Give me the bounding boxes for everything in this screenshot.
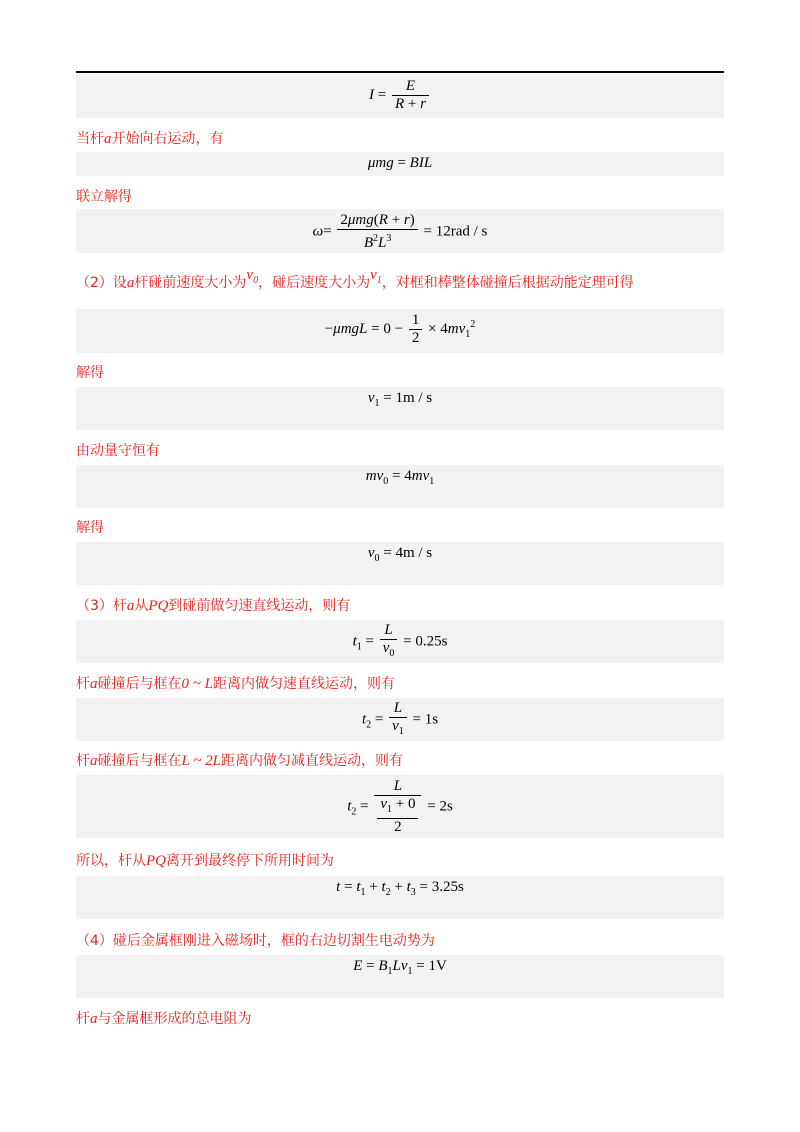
equation-5: $v_1 = 1m / s$ xyxy=(367,390,433,409)
equation-block xyxy=(76,542,724,585)
equation-7: $v_0 = 4m / s$ xyxy=(367,545,433,564)
text-line-2: 联立解得 xyxy=(76,189,132,205)
equation-10: $t_2$ = $\frac{L}{\frac{v_1 + 0}{2}}$ = 2s xyxy=(347,778,453,835)
equation-block xyxy=(76,620,724,663)
text-line-3: （2）设a杆碰前速度大小为$v_0$，碰后速度大小为$v_1$，对框和棒整体碰撞后根据动能定理可得 xyxy=(76,267,634,291)
equation-block xyxy=(76,152,724,176)
text-line-11: （4）碰后金属框刚进入磁场时，框的右边切割生电动势为 xyxy=(76,933,435,949)
text-line-1: 当杆a开始向右运动，有 xyxy=(76,131,224,147)
text-line-9: 杆a碰撞后与框在L ~ 2L距离内做匀减直线运动，则有 xyxy=(76,753,404,769)
equation-block xyxy=(76,876,724,919)
equation-block xyxy=(76,309,724,353)
equation-block xyxy=(76,698,724,741)
text-line-5: 由动量守恒有 xyxy=(76,443,160,459)
equation-12: $E = B_1Lv_1 = 1V$ xyxy=(353,958,447,977)
equation-block xyxy=(76,74,724,118)
equation-11: $t = t_1 + t_2 + t_3 = 3.25s$ xyxy=(336,879,464,898)
equation-3: ω= $\frac{\text{2μmg(R + r)}}{B^2L^3}$ = 12rad / s xyxy=(312,212,488,251)
equation-8: $t_1$ = $\frac{L}{v_0}$ = 0.25s xyxy=(352,622,448,659)
equation-1: I = $\frac{E}{R + r}$ xyxy=(76,78,724,113)
top-rule xyxy=(76,71,724,73)
equation-6: $mv_0 = 4mv_1$ xyxy=(365,468,435,487)
text-line-8: 杆a碰撞后与框在0 ~ L距离内做匀速直线运动，则有 xyxy=(76,676,395,692)
equation-4: −μmgL = 0 − $\frac{1}{2}$ × $4mv_1^2$ xyxy=(324,312,476,346)
text-line-6: 解得 xyxy=(76,520,104,536)
equation-block xyxy=(76,465,724,508)
text-line-7: （3）杆a从PQ到碰前做匀速直线运动，则有 xyxy=(76,598,351,614)
equation-9: $t_2$ = $\frac{L}{v_1}$ = 1s xyxy=(361,700,439,737)
equation-2: μmg = BIL xyxy=(367,155,433,171)
equation-block xyxy=(76,387,724,430)
text-line-10: 所以，杆从PQ离开到最终停下所用时间为 xyxy=(76,853,334,869)
equation-block xyxy=(76,775,724,838)
equation-block xyxy=(76,209,724,253)
text-line-4: 解得 xyxy=(76,365,104,381)
text-line-12: 杆a与金属框形成的总电阻为 xyxy=(76,1011,252,1027)
equation-block xyxy=(76,955,724,998)
